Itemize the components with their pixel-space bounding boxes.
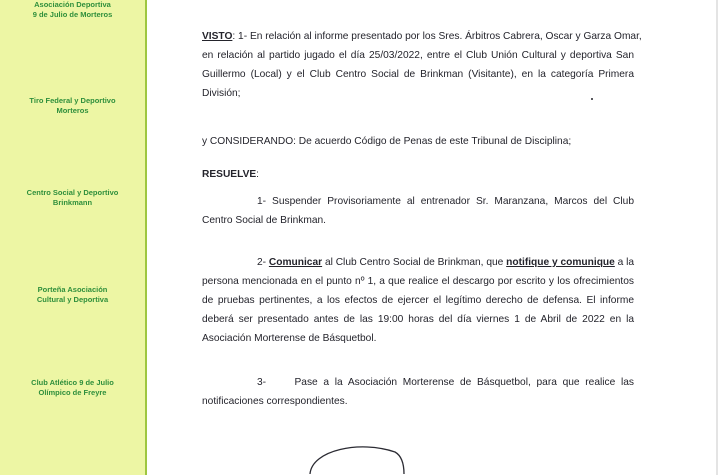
item-2-number: 2- <box>257 257 269 268</box>
club-entry <box>0 96 145 116</box>
scan-edge-shadow <box>716 0 718 475</box>
item-2-line: Asociación Morterense de Básquetbol. <box>202 333 377 344</box>
resuelve-colon: : <box>256 169 259 180</box>
item-2-line: persona mencionada en el punto nº 1, a que realice el descargo por escrito y los ofrecimientos <box>202 276 634 287</box>
club-entry <box>0 285 145 305</box>
club-name-line: Brinkmann <box>52 198 93 207</box>
item-3-line: 3- Pase a la Asociación Morterense de Básquetbol, para que realice las <box>257 377 634 388</box>
club-name-line: Asociación Deportiva <box>34 0 111 9</box>
item-2-line: de pruebas pertinentes, a los efectos de ejercer el legítimo derecho de defensa. El informe <box>202 295 634 306</box>
item-2-line: deberá ser presentado antes de las 19:00 horas del día viernes 1 de Abril de 2022 en la <box>202 314 634 325</box>
considerando-text: y CONSIDERANDO: De acuerdo Código de Penas de este Tribunal de Disciplina; <box>202 136 572 147</box>
notifique-phrase: notifique y comunique <box>506 257 615 268</box>
visto-first-line <box>202 27 642 46</box>
club-name-line: 9 de Julio de Morteros <box>32 10 113 19</box>
club-name-line: Porteña Asociación <box>37 285 108 294</box>
club-sidebar <box>0 0 147 475</box>
item-1-paragraph <box>202 192 634 230</box>
visto-paragraph <box>202 27 642 103</box>
item-1-line: 1- Suspender Provisoriamente al entrenador Sr. Maranzana, Marcos del Club <box>257 196 634 207</box>
item-2-first-line <box>202 253 634 272</box>
signature-stroke <box>310 447 404 474</box>
visto-line: Guillermo (Local) y el Club Centro Social de Brinkman (Visitante), en la categoría Primera <box>202 69 634 80</box>
resuelve-label: RESUELVE <box>202 169 257 180</box>
stray-dot <box>591 98 593 100</box>
club-name-line: Cultural y Deportiva <box>36 295 109 304</box>
club-name-line: Tiro Federal y Deportivo <box>29 96 116 105</box>
club-entry <box>0 188 145 208</box>
signature-mark <box>300 440 410 475</box>
club-name-line: Centro Social y Deportivo <box>26 188 119 197</box>
considerando-paragraph <box>202 132 634 151</box>
item-3-line: notificaciones correspondientes. <box>202 396 348 407</box>
item-3-paragraph <box>202 373 634 411</box>
resuelve-heading <box>202 165 634 184</box>
resolution-document <box>202 0 642 475</box>
club-name-line: Morteros <box>56 106 89 115</box>
visto-line: División; <box>202 88 241 99</box>
item-1-line: Centro Social de Brinkman. <box>202 215 327 226</box>
resuelve-line <box>202 165 634 184</box>
comunicar-word: Comunicar <box>268 257 323 268</box>
item-2-text-a: al Club Centro Social de Brinkman, que <box>322 257 507 268</box>
item-2-paragraph <box>202 253 634 348</box>
item-2-text-b: a la <box>614 257 635 268</box>
visto-text: : 1- En relación al informe presentado por los Sres. Árbitros Cabrera, Oscar y Garza Omar, <box>232 31 642 42</box>
club-entry <box>0 0 145 20</box>
club-entry <box>0 378 145 398</box>
club-name-line: Club Atlético 9 de Julio <box>31 378 114 387</box>
visto-label: VISTO <box>202 31 233 42</box>
visto-line: en relación al partido jugado el día 25/03/2022, entre el Club Unión Cultural y deportiva San <box>202 50 634 61</box>
club-name-line: Olímpico de Freyre <box>38 388 107 397</box>
